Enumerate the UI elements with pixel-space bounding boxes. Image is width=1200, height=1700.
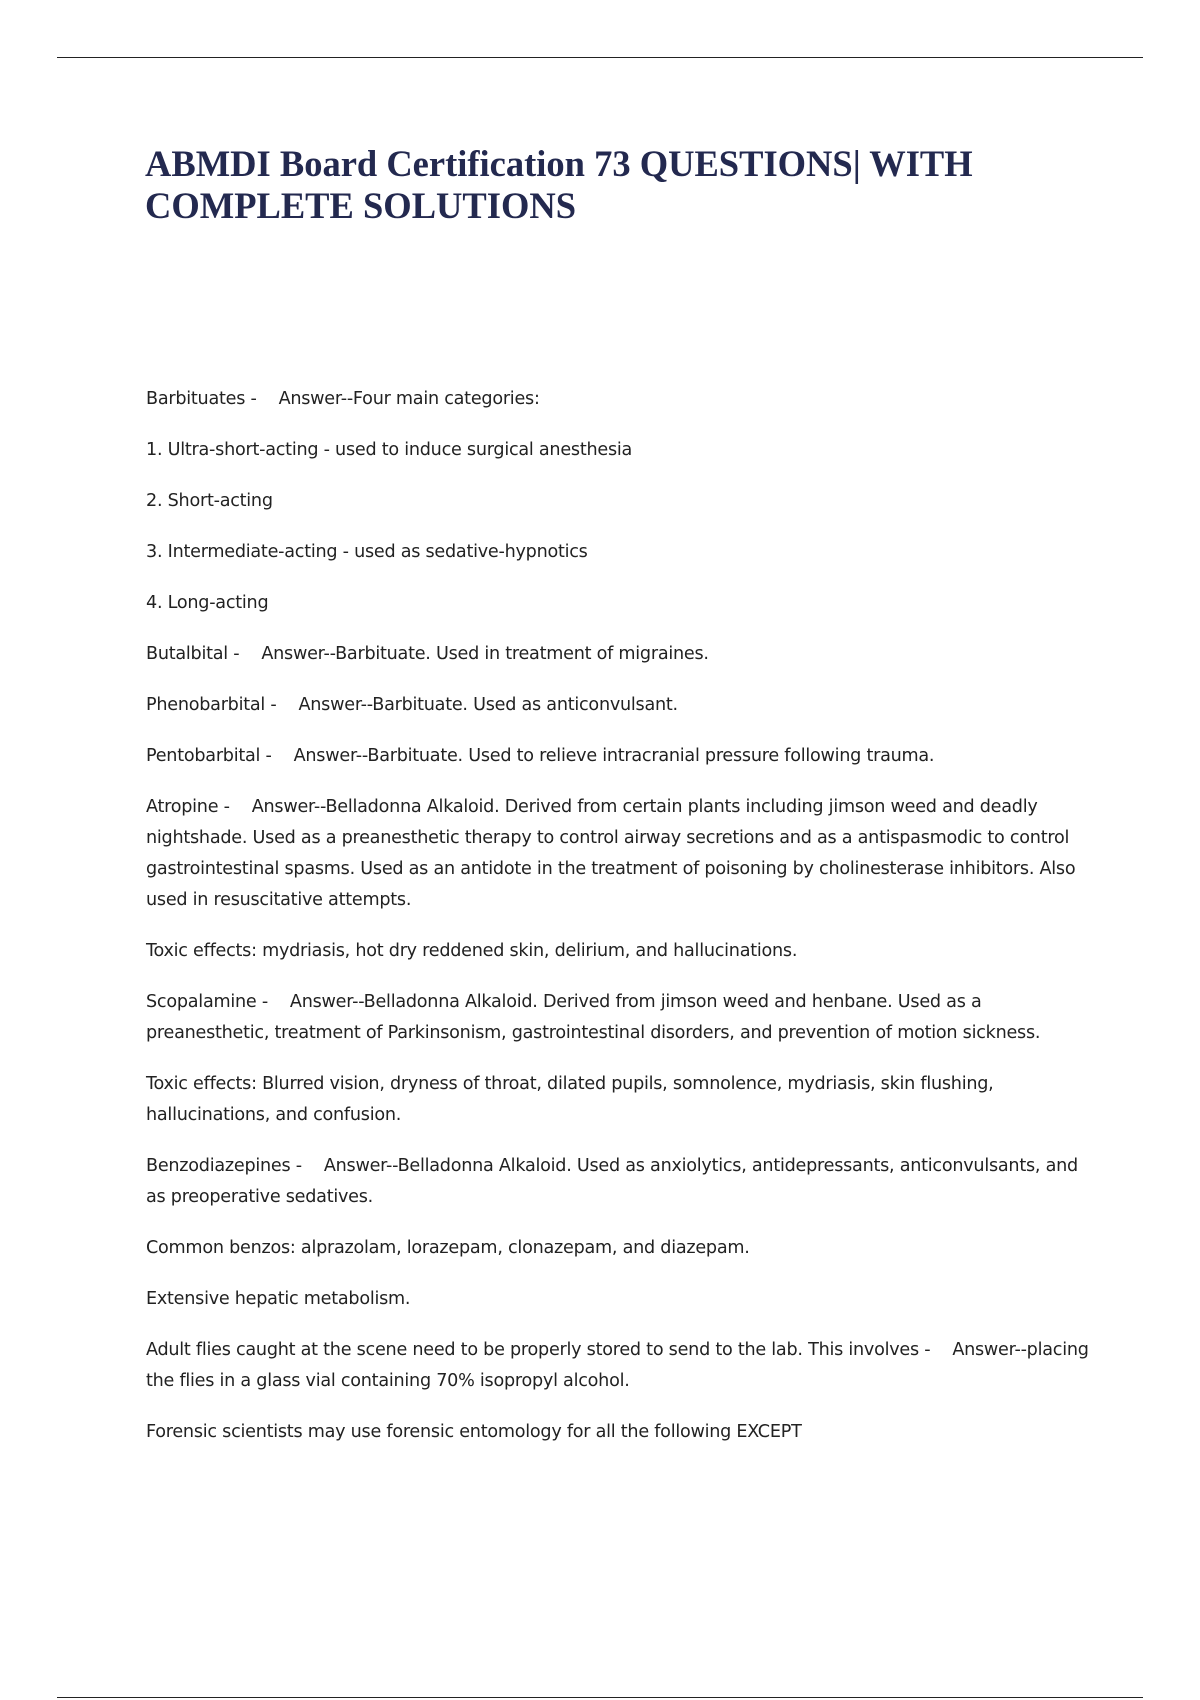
paragraph-pentobarbital: [146, 741, 1091, 772]
answer: Answer--Barbituate. Used in treatment of migraines.: [261, 644, 709, 664]
text: Common benzos: alprazolam, lorazepam, clonazepam, and diazepam.: [146, 1238, 750, 1258]
text: 2. Short-acting: [146, 491, 273, 511]
paragraph-forensic-entomology: [146, 1417, 1091, 1448]
text: 1. Ultra-short-acting - used to induce surgical anesthesia: [146, 440, 633, 460]
paragraph-common-benzos: [146, 1233, 1091, 1264]
paragraph-item-2: [146, 486, 1091, 517]
term: Phenobarbital -: [146, 695, 277, 715]
answer: Answer--placing the flies in a glass vial containing 70% isopropyl alcohol.: [146, 1340, 1089, 1391]
bottom-rule: [57, 1697, 1143, 1698]
text: Extensive hepatic metabolism.: [146, 1289, 411, 1309]
answer: Answer--Belladonna Alkaloid. Used as anxiolytics, antidepressants, anticonvulsants, and as preoperative sedatives.: [146, 1156, 1078, 1207]
paragraph-item-4: [146, 588, 1091, 619]
paragraph-benzodiazepines: [146, 1151, 1091, 1213]
answer: Answer--Four main categories:: [278, 389, 540, 409]
term: Scopalamine -: [146, 992, 268, 1012]
text: Forensic scientists may use forensic entomology for all the following EXCEPT: [146, 1422, 802, 1442]
paragraph-hepatic: [146, 1284, 1091, 1315]
paragraph-scopalamine-toxic: [146, 1069, 1091, 1131]
paragraph-item-1: [146, 435, 1091, 466]
paragraph-butalbital: [146, 639, 1091, 670]
document-title: ABMDI Board Certification 73 QUESTIONS| WITH COMPLETE SOLUTIONS: [145, 143, 973, 226]
text: Toxic effects: mydriasis, hot dry reddened skin, delirium, and hallucinations.: [146, 941, 798, 961]
term: Atropine -: [146, 797, 230, 817]
term: Adult flies caught at the scene need to be properly stored to send to the lab. This involves -: [146, 1340, 931, 1360]
document-body: [146, 384, 1091, 1468]
term: Pentobarbital -: [146, 746, 272, 766]
term: Butalbital -: [146, 644, 240, 664]
paragraph-atropine: [146, 792, 1091, 916]
text: 4. Long-acting: [146, 593, 269, 613]
paragraph-barbituates: [146, 384, 1091, 415]
answer: Answer--Barbituate. Used to relieve intracranial pressure following trauma.: [293, 746, 935, 766]
answer: Answer--Belladonna Alkaloid. Derived from jimson weed and henbane. Used as a preanesthetic, treatment of Parkinsonism, gastrointestinal disorders, and prevention of motion sickness.: [146, 992, 1041, 1043]
paragraph-phenobarbital: [146, 690, 1091, 721]
paragraph-adult-flies: [146, 1335, 1091, 1397]
paragraph-atropine-toxic: [146, 936, 1091, 967]
term: Barbituates -: [146, 389, 257, 409]
term: Benzodiazepines -: [146, 1156, 302, 1176]
answer: Answer--Barbituate. Used as anticonvulsant.: [298, 695, 678, 715]
paragraph-item-3: [146, 537, 1091, 568]
paragraph-scopalamine: [146, 987, 1091, 1049]
text: 3. Intermediate-acting - used as sedative-hypnotics: [146, 542, 588, 562]
answer: Answer--Belladonna Alkaloid. Derived from certain plants including jimson weed and deadly nightshade. Used as a preanesthetic therapy to control airway secretions and as a antispasmodic to control gastrointestinal spasms. Used as an antidote in the treatment of poisoning by cholinesterase inhibitors. Also used in resuscitative attempts.: [146, 797, 1076, 910]
text: Toxic effects: Blurred vision, dryness of throat, dilated pupils, somnolence, mydriasis, skin flushing, hallucinations, and confusion.: [146, 1074, 994, 1125]
top-rule: [57, 57, 1143, 58]
